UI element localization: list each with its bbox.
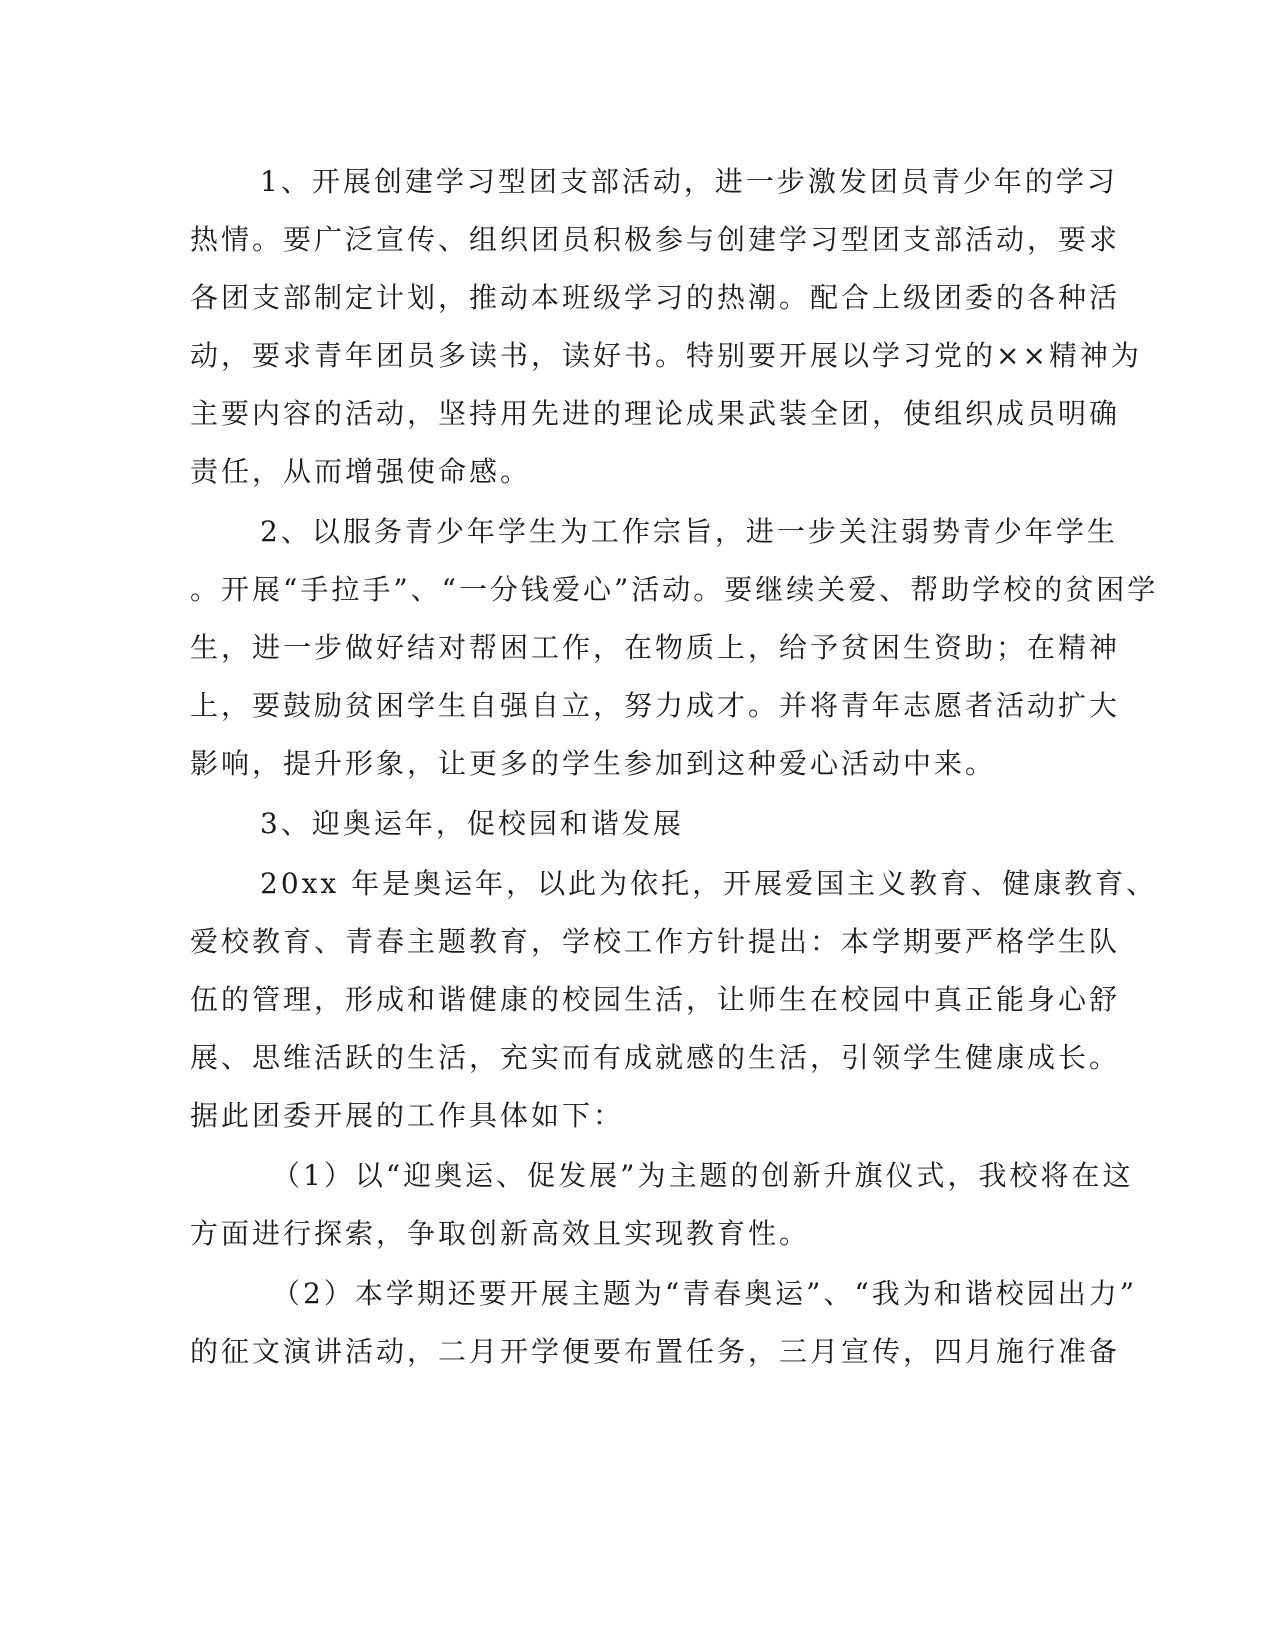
paragraph-line: 2、以服务青少年学生为工作宗旨，进一步关注弱势青少年学生 — [260, 515, 1118, 548]
paragraph-line: 生，进一步做好结对帮困工作，在物质上，给予贫困生资助；在精神 — [190, 631, 1121, 664]
paragraph-line: 1、开展创建学习型团支部活动，进一步激发团员青少年的学习 — [260, 165, 1118, 198]
paragraph-line: 据此团委开展的工作具体如下： — [190, 1099, 625, 1132]
paragraph-line: 责任，从而增强使命感。 — [190, 455, 532, 488]
paragraph-line: 热情。要广泛宣传、组织团员积极参与创建学习型团支部活动，要求 — [190, 223, 1121, 256]
paragraph-line: 爱校教育、青春主题教育，学校工作方针提出：本学期要严格学生队 — [190, 925, 1121, 958]
paragraph-line: （2）本学期还要开展主题为“青春奥运”、“我为和谐校园出力” — [272, 1277, 1138, 1310]
paragraph-line: 上，要鼓励贫困学生自强自立，努力成才。并将青年志愿者活动扩大 — [190, 689, 1121, 722]
paragraph-line: 方面进行探索，争取创新高效且实现教育性。 — [190, 1217, 811, 1250]
paragraph-line: 。开展“手拉手”、“一分钱爱心”活动。要继续关爱、帮助学校的贫困学 — [190, 573, 1159, 606]
paragraph-line: 的征文演讲活动，二月开学便要布置任务，三月宣传，四月施行准备 — [190, 1335, 1121, 1368]
paragraph-line: 动，要求青年团员多读书，读好书。特别要开展以学习党的××精神为 — [190, 339, 1142, 372]
paragraph-line: 伍的管理，形成和谐健康的校园生活，让师生在校园中真正能身心舒 — [190, 983, 1121, 1016]
paragraph-line: 主要内容的活动，坚持用先进的理论成果武装全团，使组织成员明确 — [190, 397, 1121, 430]
paragraph-line: 20xx 年是奥运年，以此为依托，开展爱国主义教育、健康教育、 — [260, 867, 1158, 900]
paragraph-line: 各团支部制定计划，推动本班级学习的热潮。配合上级团委的各种活 — [190, 281, 1121, 314]
paragraph-line: 展、思维活跃的生活，充实而有成就感的生活，引领学生健康成长。 — [190, 1041, 1121, 1074]
paragraph-line: （1）以“迎奥运、促发展”为主题的创新升旗仪式，我校将在这 — [272, 1159, 1134, 1192]
paragraph-line: 影响，提升形象，让更多的学生参加到这种爱心活动中来。 — [190, 747, 997, 780]
section-heading: 3、迎奥运年，促校园和谐发展 — [260, 807, 684, 840]
